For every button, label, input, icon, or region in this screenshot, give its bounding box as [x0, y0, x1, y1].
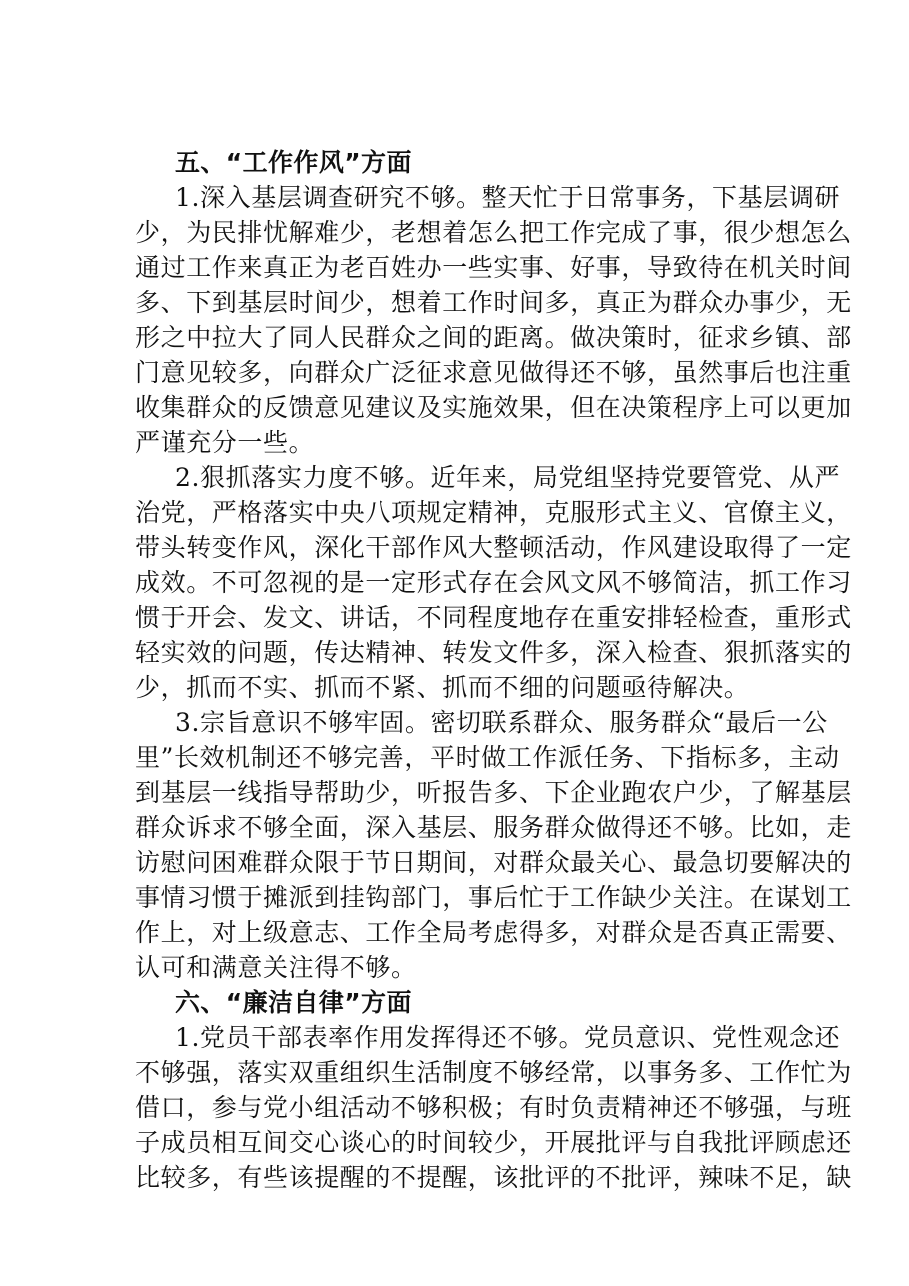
- s6-p1-line-5: 比较多，有些该提醒的不提醒，该批评的不批评，辣味不足，缺: [135, 1163, 852, 1192]
- s5-p1-line-4: 多、下到基层时间少，想着工作时间多，真正为群众办事少，无: [135, 288, 852, 317]
- s5-p3-line-3: 到基层一线指导帮助少，听报告多、下企业跑农户少，了解基层: [135, 778, 852, 807]
- s6-p1-line-3: 借口，参与党小组活动不够积极；有时负责精神还不够强，与班: [135, 1093, 852, 1122]
- s5-p2-line-3: 带头转变作风，深化干部作风大整顿活动，作风建设取得了一定: [135, 533, 852, 562]
- s6-p1-line-2: 不够强，落实双重组织生活制度不够经常，以事务多、工作忙为: [135, 1058, 852, 1087]
- s5-p1-line-6: 门意见较多，向群众广泛征求意见做得还不够，虽然事后也注重: [135, 358, 852, 387]
- s5-p3-line-4: 群众诉求不够全面，深入基层、服务群众做得还不够。比如，走: [135, 813, 852, 842]
- section-5-heading: 五、“工作作风”方面: [175, 148, 412, 177]
- s5-p2-line-5: 惯于开会、发文、讲话，不同程度地存在重安排轻检查，重形式: [135, 603, 852, 632]
- s5-p1-line-5: 形之中拉大了同人民群众之间的距离。做决策时，征求乡镇、部: [135, 323, 852, 352]
- s6-p1-line-4: 子成员相互间交心谈心的时间较少，开展批评与自我批评顾虑还: [135, 1128, 852, 1157]
- section-6-heading: 六、“廉洁自律”方面: [175, 988, 412, 1017]
- s5-p3-line-2: 里”长效机制还不够完善，平时做工作派任务、下指标多，主动: [135, 743, 840, 772]
- s5-p1-line-8: 严谨充分一些。: [135, 428, 315, 457]
- s5-p2-line-6: 轻实效的问题，传达精神、转发文件多，深入检查、狠抓落实的: [135, 638, 852, 667]
- s5-p3-line-5: 访慰问困难群众限于节日期间，对群众最关心、最急切要解决的: [135, 848, 852, 877]
- s5-p1-line-1: 1.深入基层调查研究不够。整天忙于日常事务，下基层调研: [175, 183, 841, 212]
- s5-p2-line-2: 治党，严格落实中央八项规定精神，克服形式主义、官僚主义，: [135, 498, 852, 527]
- s5-p3-line-7: 作上，对上级意志、工作全局考虑得多，对群众是否真正需要、: [135, 918, 852, 947]
- s5-p3-line-6: 事情习惯于摊派到挂钩部门，事后忙于工作缺少关注。在谋划工: [135, 883, 852, 912]
- s5-p1-line-2: 少，为民排忧解难少，老想着怎么把工作完成了事，很少想怎么: [135, 218, 852, 247]
- s5-p2-line-7: 少，抓而不实、抓而不紧、抓而不细的问题亟待解决。: [135, 673, 750, 702]
- s5-p1-line-3: 通过工作来真正为老百姓办一些实事、好事，导致待在机关时间: [135, 253, 852, 282]
- s5-p2-line-1: 2.狠抓落实力度不够。近年来，局党组坚持党要管党、从严: [175, 463, 841, 492]
- s6-p1-line-1: 1.党员干部表率作用发挥得还不够。党员意识、党性观念还: [175, 1023, 841, 1052]
- s5-p3-line-8: 认可和满意关注得不够。: [135, 953, 417, 982]
- s5-p1-line-7: 收集群众的反馈意见建议及实施效果，但在决策程序上可以更加: [135, 393, 852, 422]
- s5-p2-line-4: 成效。不可忽视的是一定形式存在会风文风不够简洁，抓工作习: [135, 568, 852, 597]
- s5-p3-line-1: 3.宗旨意识不够牢固。密切联系群众、服务群众“最后一公: [175, 708, 828, 737]
